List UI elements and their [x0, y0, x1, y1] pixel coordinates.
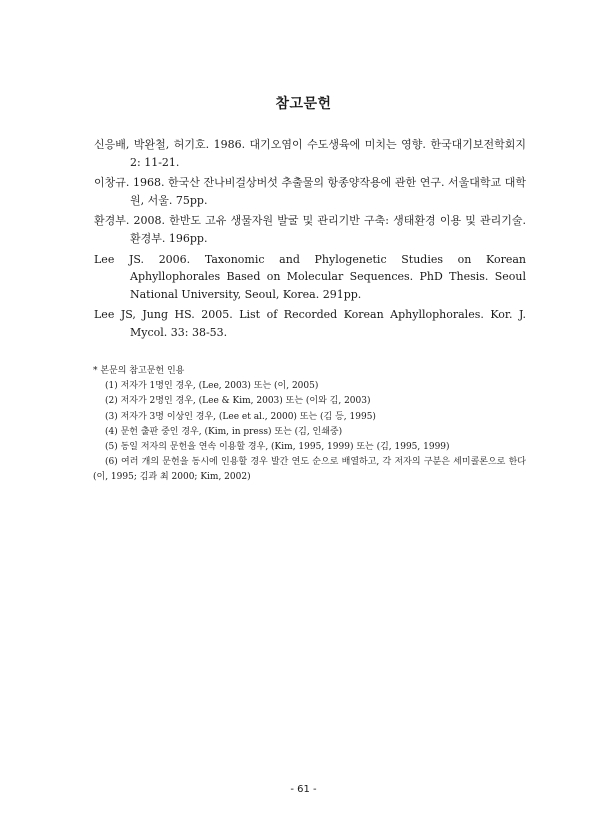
- page-title: 참고문헌: [275, 96, 332, 112]
- citation-note-item: (6) 여러 개의 문헌을 동시에 인용할 경우 발간 연도 순으로 배열하고, 각 저자의 구분은 세미콜론으로 한다(이, 1995; 김과 최 2000; Kim, 2002): [93, 457, 526, 483]
- reference-list: [94, 136, 526, 345]
- citation-note-item: (3) 저자가 3명 이상인 경우, (Lee et al., 2000) 또는 (김 등, 1995): [105, 411, 376, 422]
- citation-notes: [93, 364, 526, 486]
- reference-entry: 환경부. 2008. 한반도 고유 생물자원 발굴 및 관리기반 구축: 생태환경 이용 및 관리기술. 환경부. 196pp.: [94, 214, 526, 245]
- reference-entry: Lee JS. 2006. Taxonomic and Phylogenetic Studies on Korean Aphyllophorales Based on Molecular Sequences. PhD Thesis. Seoul National University, Seoul, Korea. 291pp.: [94, 252, 526, 301]
- reference-entry: Lee JS, Jung HS. 2005. List of Recorded Korean Aphyllophorales. Kor. J. Mycol. 33: 38-53.: [94, 308, 526, 339]
- reference-entry: 신응배, 박완철, 허기호. 1986. 대기오염이 수도생육에 미치는 영향. 한국대기보전학회지 2: 11-21.: [94, 138, 526, 169]
- citation-notes-heading: * 본문의 참고문헌 인용: [93, 366, 185, 376]
- citation-note-item: (5) 동일 저자의 문헌을 연속 이용할 경우, (Kim, 1995, 1999) 또는 (김, 1995, 1999): [105, 442, 450, 453]
- citation-note-item: (1) 저자가 1명인 경우, (Lee, 2003) 또는 (이, 2005): [105, 381, 319, 392]
- page-number: - 61 -: [290, 784, 317, 795]
- citation-note-item: (2) 저자가 2명인 경우, (Lee & Kim, 2003) 또는 (이와 김, 2003): [105, 396, 371, 407]
- reference-entry: 이창규. 1968. 한국산 잔나비걸상버섯 추출물의 항종양작용에 관한 연구. 서울대학교 대학원, 서울. 75pp.: [94, 176, 526, 207]
- citation-note-item: (4) 문헌 출판 중인 경우, (Kim, in press) 또는 (김, 인쇄중): [105, 426, 343, 437]
